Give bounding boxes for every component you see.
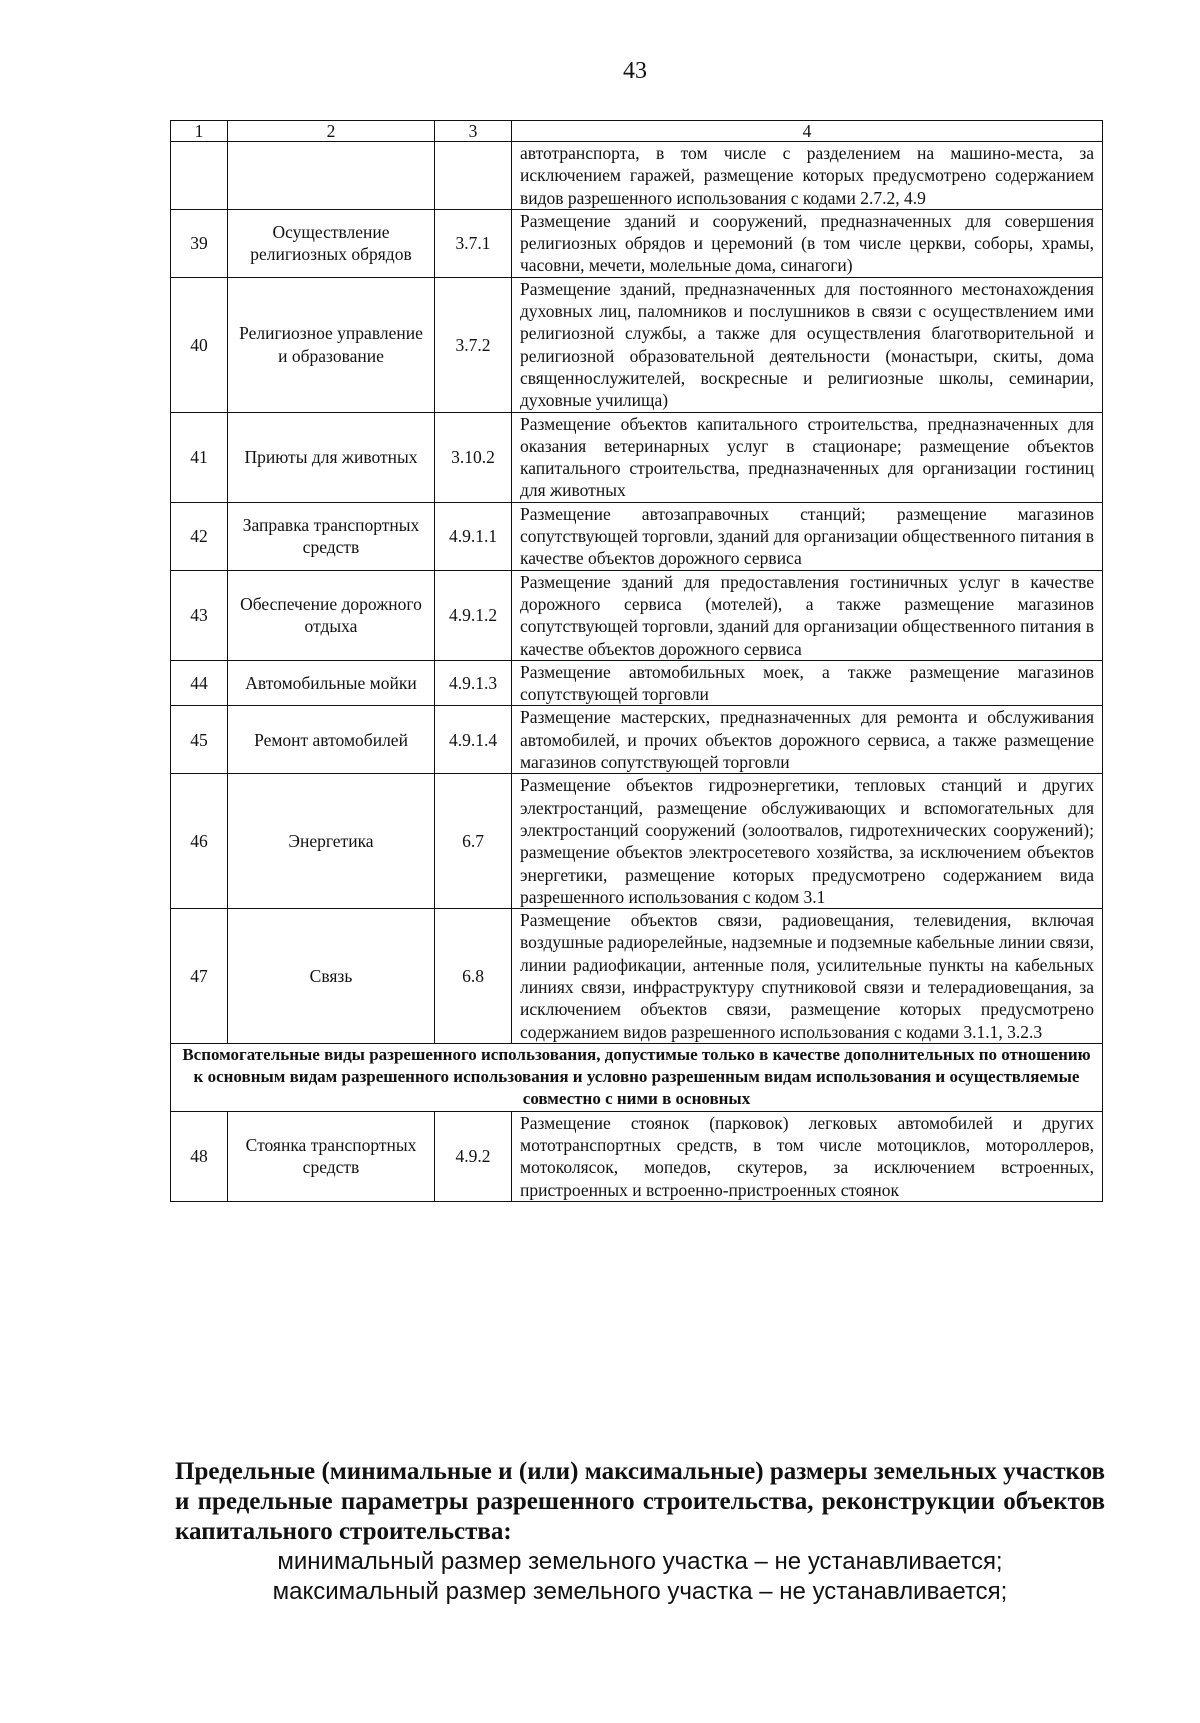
use-description: Размещение объектов связи, радиовещания, телевидения, включая воздушные радиорелейные, надземные и подземные кабельные линии связи, линии радиофикации, антенные поля, усилительные пункты на кабельных линиях связи, инфраструктуру спутниковой связи и телерадиовещания, за исключением объектов связи, размещение которых предусмотрено содержанием видов разрешенного использования с кодами 3.1.1, 3.2.3 — [512, 909, 1103, 1044]
table-row — [171, 1111, 1103, 1201]
use-name: Приюты для животных — [228, 412, 435, 502]
land-use-table — [170, 120, 1103, 1202]
use-name: Связь — [228, 909, 435, 1044]
use-description: Размещение объектов капитального строительства, предназначенных для оказания ветеринарных услуг в стационаре; размещение объектов капитального строительства, предназначенных для организации гостиниц для животных — [512, 412, 1103, 502]
parameters-section — [175, 1457, 1105, 1607]
row-number: 43 — [171, 570, 228, 660]
header-col-1: 1 — [171, 121, 228, 142]
header-col-2: 2 — [228, 121, 435, 142]
table-row — [171, 502, 1103, 570]
use-code: 6.7 — [435, 774, 512, 909]
header-col-3: 3 — [435, 121, 512, 142]
row-number: 41 — [171, 412, 228, 502]
use-code: 4.9.1.1 — [435, 502, 512, 570]
min-size-line: минимальный размер земельного участка – не устанавливается; — [277, 1548, 1003, 1575]
table-row — [171, 660, 1103, 706]
use-name: Энергетика — [228, 774, 435, 909]
use-name: Ремонт автомобилей — [228, 706, 435, 774]
table-row — [171, 142, 1103, 210]
table-row — [171, 909, 1103, 1044]
use-description: Размещение стоянок (парковок) легковых автомобилей и других мототранспортных средств, в том числе мотоциклов, мотороллеров, мотоколясок, мопедов, скутеров, за исключением встроенных, пристроенных и встроенно-пристроенных стоянок — [512, 1111, 1103, 1201]
use-code: 3.7.1 — [435, 209, 512, 277]
use-name: Автомобильные мойки — [228, 660, 435, 706]
table-row — [171, 277, 1103, 412]
row-number: 42 — [171, 502, 228, 570]
row-number: 48 — [171, 1111, 228, 1201]
use-name — [228, 142, 435, 210]
row-number: 45 — [171, 706, 228, 774]
use-description: Размещение автомобильных моек, а также размещение магазинов сопутствующей торговли — [512, 660, 1103, 706]
use-code: 6.8 — [435, 909, 512, 1044]
header-col-4: 4 — [512, 121, 1103, 142]
row-number: 47 — [171, 909, 228, 1044]
row-number: 46 — [171, 774, 228, 909]
row-number — [171, 142, 228, 210]
use-name: Стоянка транспортных средств — [228, 1111, 435, 1201]
table-row — [171, 706, 1103, 774]
use-code: 4.9.1.4 — [435, 706, 512, 774]
table-row — [171, 570, 1103, 660]
page-number: 43 — [623, 58, 647, 84]
use-code: 4.9.1.3 — [435, 660, 512, 706]
use-code: 3.7.2 — [435, 277, 512, 412]
use-code: 4.9.1.2 — [435, 570, 512, 660]
use-name: Заправка транспортных средств — [228, 502, 435, 570]
use-code: 3.10.2 — [435, 412, 512, 502]
row-number: 44 — [171, 660, 228, 706]
use-code — [435, 142, 512, 210]
parameters-heading: Предельные (минимальные и (или) максимальные) размеры земельных участков и предельные параметры разрешенного строительства, реконструкции объектов капитального строительства: — [175, 1458, 1105, 1545]
use-description: Размещение зданий и сооружений, предназначенных для совершения религиозных обрядов и церемоний (в том числе церкви, соборы, храмы, часовни, мечети, молельные дома, синагоги) — [512, 209, 1103, 277]
use-description: автотранспорта, в том числе с разделением на машино-места, за исключением гаражей, размещение которых предусмотрено содержанием видов разрешенного использования с кодами 2.7.2, 4.9 — [512, 142, 1103, 210]
use-description: Размещение автозаправочных станций; размещение магазинов сопутствующей торговли, зданий для организации общественного питания в качестве объектов дорожного сервиса — [512, 502, 1103, 570]
use-description: Размещение зданий, предназначенных для постоянного местонахождения духовных лиц, паломников и послушников в связи с осуществлением ими религиозной службы, а также для осуществления благотворительной и религиозной образовательной деятельности (монастыри, скиты, дома священнослужителей, воскресные и религиозные школы, семинарии, духовные училища) — [512, 277, 1103, 412]
table-header-row — [171, 121, 1103, 142]
table-row — [171, 209, 1103, 277]
use-name: Осуществление религиозных обрядов — [228, 209, 435, 277]
row-number: 40 — [171, 277, 228, 412]
table-row — [171, 774, 1103, 909]
use-description: Размещение объектов гидроэнергетики, тепловых станций и других электростанций, размещение обслуживающих и вспомогательных для электростанций сооружений (золоотвалов, гидротехнических сооружений); размещение объектов электросетевого хозяйства, за исключением объектов энергетики, размещение которых предусмотрено содержанием вида разрешенного использования с кодом 3.1 — [512, 774, 1103, 909]
max-size-line: максимальный размер земельного участка – не устанавливается; — [272, 1578, 1008, 1605]
auxiliary-uses-subheading: Вспомогательные виды разрешенного использования, допустимые только в качестве дополнительных по отношению к основным видам разрешенного использования и условно разрешенным видам использования и осуществляемые совместно с ними в основных — [171, 1043, 1103, 1111]
use-name: Обеспечение дорожного отдыха — [228, 570, 435, 660]
use-description: Размещение зданий для предоставления гостиничных услуг в качестве дорожного сервиса (мотелей), а также размещение магазинов сопутствующей торговли, зданий для организации общественного питания в качестве объектов дорожного сервиса — [512, 570, 1103, 660]
use-description: Размещение мастерских, предназначенных для ремонта и обслуживания автомобилей, и прочих объектов дорожного сервиса, а также размещение магазинов сопутствующей торговли — [512, 706, 1103, 774]
use-name: Религиозное управление и образование — [228, 277, 435, 412]
subheading-row — [171, 1043, 1103, 1111]
table-row — [171, 412, 1103, 502]
use-code: 4.9.2 — [435, 1111, 512, 1201]
row-number: 39 — [171, 209, 228, 277]
